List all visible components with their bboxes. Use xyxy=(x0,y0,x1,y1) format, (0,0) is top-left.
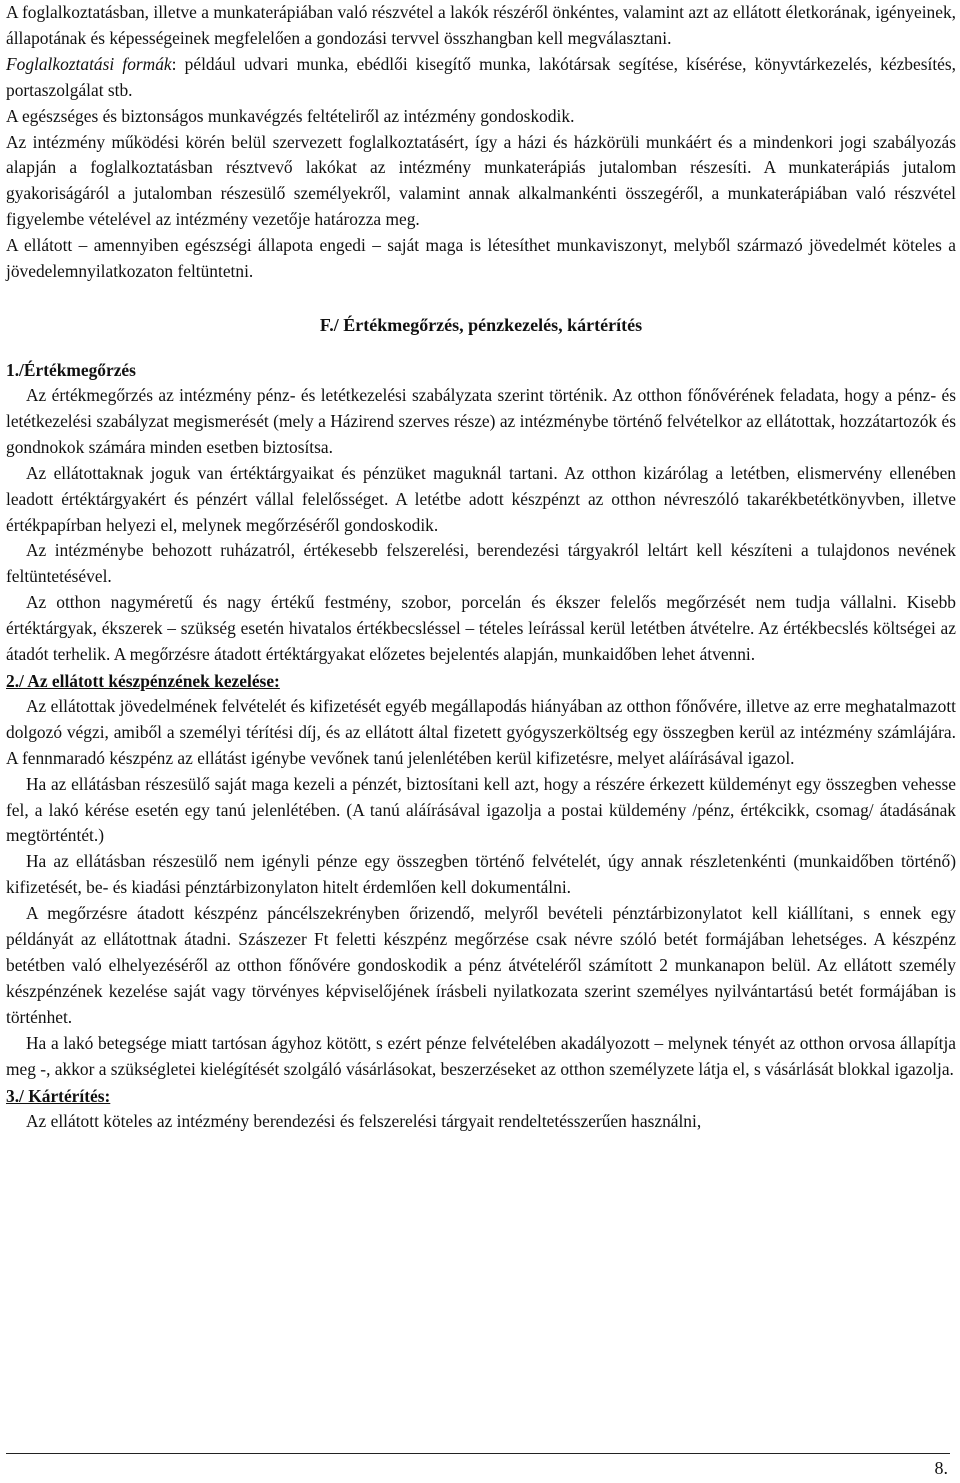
paragraph: A foglalkoztatásban, illetve a munkaterápiában való részvétel a lakók részéről önkéntes, valamint azt az ellátott életkorának, igényeinek, állapotának és képességeinek megfelelően a gondozási tervvel összhangban kell megválasztani. xyxy=(6,2,956,48)
paragraph: Az ellátottaknak joguk van értéktárgyaikat és pénzüket maguknál tartani. Az otthon kizárólag a letétben, elismervény ellenében leadott értéktárgyakért és pénzért vállal felelősséget. A letétbe adott készpénzt az otthon névreszóló takarékbetétkönyvben, illetve értékpapírban helyezi el, melynek megőrzéséről gondoskodik. xyxy=(6,462,956,535)
subsection-heading xyxy=(6,1083,956,1109)
document-page xyxy=(6,0,956,1134)
paragraph: Ha a lakó betegsége miatt tartósan ágyhoz kötött, s ezért pénze felvételében akadályozott – melynek tényét az otthon orvosa állapítja meg -, akkor a szükségletei kielégítését szolgáló vásárlásokat, beszerzéseket az otthon személyzete látja el, s vásárlását blokkal igazolja. xyxy=(6,1032,956,1079)
paragraph-text: : például udvari munka, ebédlői kisegítő munka, lakótársak segítése, kísérése, könyvtárkezelés, kézbesítés, portaszolgálat stb. xyxy=(6,53,956,100)
paragraph: Az intézménybe behozott ruházatról, értékesebb felszerelési, berendezési tárgyakról leltárt kell készíteni a tulajdonos nevének feltüntetésével. xyxy=(6,540,956,587)
paragraph: A ellátott – amennyiben egészségi állapota engedi – saját maga is létesíthet munkaviszonyt, melyből származó jövedelmét köteles a jövedelemnyilatkozaton feltüntetni. xyxy=(6,235,956,282)
paragraph: Az ellátott köteles az intézmény berendezési és felszerelési tárgyait rendeltetésszerűen használni, xyxy=(26,1110,702,1131)
paragraph: Ha az ellátásban részesülő saját maga kezeli a pénzét, biztosítani kell azt, hogy a részére érkezett küldeményt egy összegben vehesse fel, a lakó kérése esetén egy tanú jelenlétében. (A tanú aláírásával igazolja a postai küldemény /pénz, értékcikk, csomag/ átadásának megtörténtét.) xyxy=(6,773,956,846)
paragraph: Ha az ellátásban részesülő nem igényli pénze egy összegben történő felvételét, úgy annak részletenkénti (munkaidőben történő) kifizetését, be- és kiadási pénztárbizonylaton hitelt érdemlően kell dokumentálni. xyxy=(6,851,956,898)
paragraph: Az ellátottak jövedelmének felvételét és kifizetését egyéb megállapodás hiányában az otthon főnővére, illetve az erre meghatalmazott dolgozó végzi, amiből a személyi térítési díj, és az ellátott által fizetett gyógyszerköltség egy összegben kerül az intézmény számlájára. A fennmaradó készpénz az ellátást igénybe vevőnek tanú jelenlétében kerül kifizetésre, melyet aláírásával igazol. xyxy=(6,695,956,768)
paragraph: A egészséges és biztonságos munkavégzés feltételiről az intézmény gondoskodik. xyxy=(6,105,575,126)
heading-text: 2./ Az ellátott készpénzének kezelése: xyxy=(6,670,280,691)
italic-term: Foglalkoztatási formák xyxy=(6,53,172,74)
paragraph: Az értékmegőrzés az intézmény pénz- és letétkezelési szabályzata szerint történik. Az otthon főnővérének feladata, hogy a pénz- és letétkezelési szabályzat megismerését (mely a Házirend szerves része) az intézménybe történő felvételkor az ellátottak, hozzátartozók és gondnokok számára minden esetben biztosítsa. xyxy=(6,384,956,457)
paragraph: Az otthon nagyméretű és nagy értékű festmény, szobor, porcelán és ékszer felelős megőrzését nem tudja vállalni. Kisebb értéktárgyak, ékszerek – szükség esetén hivatalos értékbecsléssel – tételes leírással kerül letétben átvételre. Az értékbecslés költségei az átadót terhelik. A megőrzésre átadott értéktárgyakat előzetes bejelentés alapján, munkaidőben lehet átvenni. xyxy=(6,592,956,665)
page-number: 8. xyxy=(934,1458,948,1478)
subsection-heading xyxy=(6,668,956,694)
subsection-heading: 1./Értékmegőrzés xyxy=(6,359,136,380)
paragraph: A megőrzésre átadott készpénz páncélszekrényben őrizendő, melyről bevételi pénztárbizonylatot kell kiállítani, s ennek egy példányát az ellátottnak átadni. Szászezer Ft feletti készpénz megőrzése csak névre szóló betét formájában lehetséges. A készpénz betétben való elhelyezéséről az otthon főnővére gondoskodik a pénz átvételéről számított 2 munkanapon belül. Az ellátott személy készpénzének kezelése saját vagy törvényes képviselőjének írásbeli nyilatkozata szerint személyes nyilvántartású betét formájában is történhet. xyxy=(6,903,956,1027)
footer-divider xyxy=(6,1453,950,1454)
paragraph: Az intézmény működési körén belül szervezett foglalkoztatásért, így a házi és házkörüli munkáért és a mindenkori jogi szabályozás alapján a foglalkoztatásban résztvevő lakókat az intézmény munkaterápiás jutalomban részesíti. A munkaterápiás jutalom gyakoriságáról a jutalomban részesülő személyekről, valamint annak alkalmankénti összegéről, a munkaterápiában való részvétel figyelembe vételével az intézmény vezetője határozza meg. xyxy=(6,131,956,230)
section-title: F./ Értékmegőrzés, pénzkezelés, kártérítés xyxy=(319,314,643,335)
heading-text: 3./ Kártérítés: xyxy=(6,1085,111,1106)
paragraph-work-forms xyxy=(6,52,956,104)
